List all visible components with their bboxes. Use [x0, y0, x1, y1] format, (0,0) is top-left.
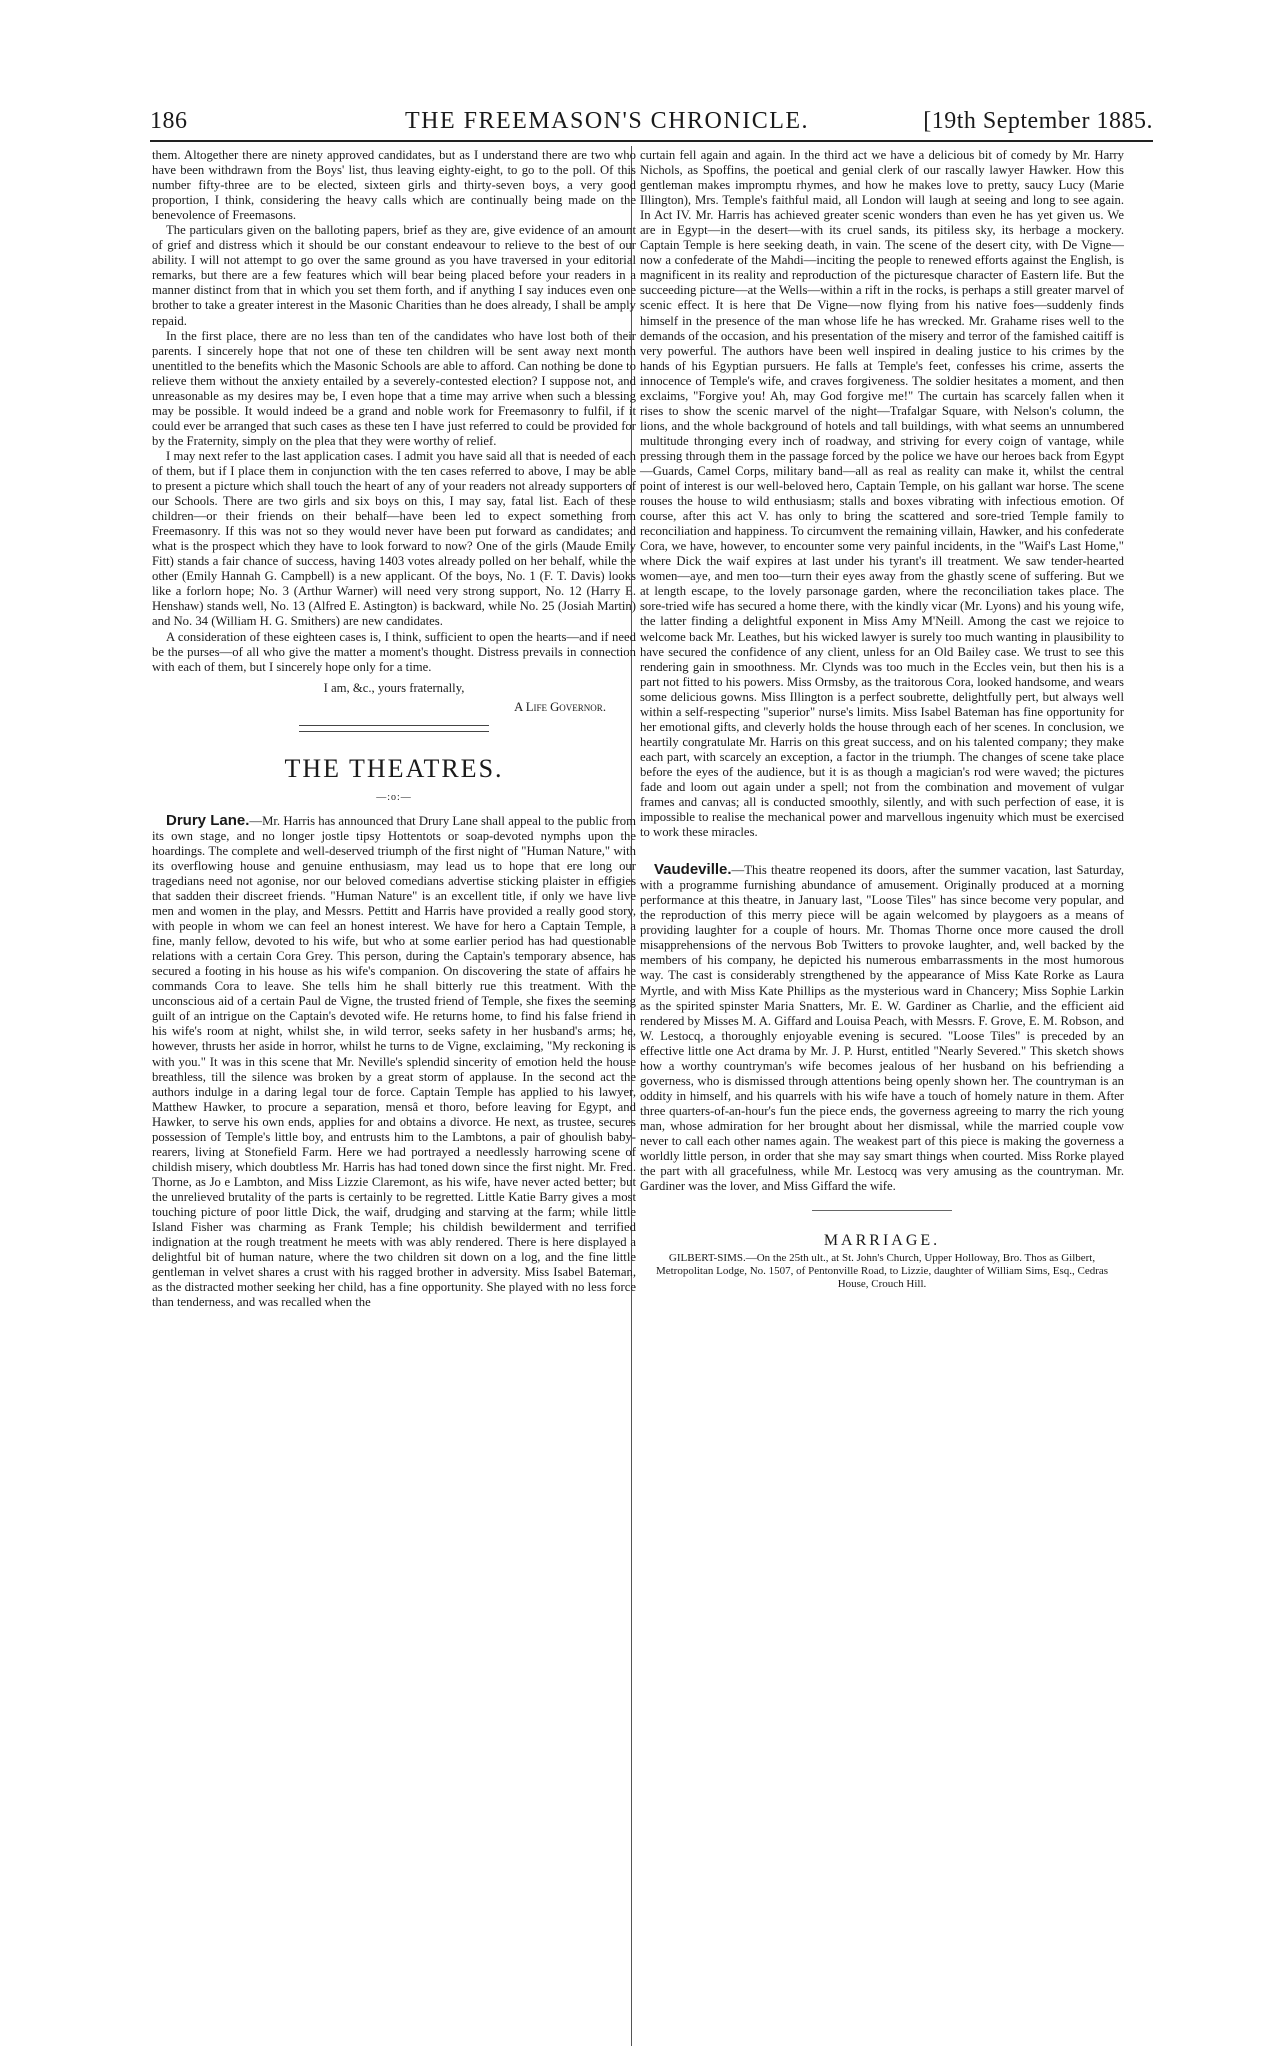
- vaudeville-text: —This theatre reopened its doors, after the summer vacation, last Saturday, with a programme furnishing abundance of amusement. Originally produced at a morning performance at this theatre, in January last, "Loose Tiles" has since become very popular, and the reproduction of this merry piece will be again welcomed by playgoers as a means of providing laughter for a couple of hours. Mr. Thomas Thorne once more caused the droll misapprehensions of the nervous Bob Twitters to provoke laughter, and, well backed by the members of his company, he depicted his numerous embarrassments in the most humorous way. The cast is considerably strengthened by the appearance of Miss Kate Rorke as Laura Myrtle, and with Miss Kate Phillips as the mysterious ward in Chancery; Miss Sophie Larkin as the spirited spinster Maria Snatters, Mr. E. W. Gardiner as Charlie, and the efficient aid rendered by Misses M. A. Giffard and Louisa Peach, with Messrs. F. Grove, E. M. Robson, and W. Lestocq, a thoroughly enjoyable evening is secured. "Loose Tiles" is preceded by an effective little one Act drama by Mr. J. P. Hurst, entitled "Nearly Severed." This sketch shows how a worthy countryman's wife becomes jealous of her husband on his befriending a governess, who is dismissed through attentions being openly shown her. The countryman is an oddity in himself, and his quarrels with his wife have a touch of homely nature in them. After three quarters-of-an-hour's fun the piece ends, the governess agreeing to marry the rich young man, whose admiration for her brought about her dismissal, while the married couple vow never to call each other names again. The weakest part of this piece is making the governess a worldly little person, in order that she may say smart things when courted. Miss Rorke played the part with all gracefulness, while Mr. Lestocq was very amusing as the countryman. Mr. Gardiner was the lover, and Miss Giffard the wife.: [640, 863, 1124, 1194]
- theatres-ornament: —:o:—: [376, 791, 412, 803]
- letter-paragraph-3: In the first place, there are no less than ten of the candidates who have lost both of their parents. I sincerely hope that not one of these ten children will be sent away next month unentitled to the benefits which the Masonic Schools are able to afford. Can nothing be done to relieve them without the anxiety entailed by a severely-contested election? I suppose not, and unreasonable as my desires may be, I even hope that a time may arrive when such a blessing may be possible. It would indeed be a grand and noble work for Freemasonry to fulfil, if it could ever be arranged that such cases as these ten I have just referred to could be provided for by the Fraternity, simply on the plea that they were worthy of relief.: [152, 328, 636, 448]
- marriage-heading: MARRIAGE.: [823, 1232, 941, 1250]
- vaudeville-lead: Vaudeville.: [654, 861, 732, 879]
- drury-lane-lead: Drury Lane.: [166, 811, 250, 829]
- drury-lane-continued: curtain fell again and again. In the third act we have a delicious bit of comedy by Mr. Harry Nichols, as Spoffins, the poetical and genial clerk of our rascally lawyer Hawker. How this gentleman makes impromptu rhymes, and how he makes love to pretty, saucy Lucy (Marie Illington), Mrs. Temple's faithful maid, all London will laugh at seeing and long to see again. In Act IV. Mr. Harris has achieved greater scenic wonders than even he has yet given us. We are in Egypt—in the desert—with its cruel sands, its pitiless sky, its herbage a mockery. Captain Temple is here seeking death, in vain. The scene of the desert city, with De Vigne—now a confederate of the Mahdi—inciting the people to renewed efforts against the English, is magnificent in its reality and reproduction of the picturesque character of Eastern life. But the succeeding picture—at the Wells—within a rift in the rocks, is perhaps a still greater marvel of scenic effect. It is here that De Vigne—now flying from his native foes—suddenly finds himself in the presence of the man whose life he has wrecked. Mr. Grahame rises well to the demands of the occasion, and his presentation of the misery and terror of the famished caitiff is very powerful. The authors have been well inspired in dealing justice to his crimes by the hands of his Egyptian pursuers. He falls at Temple's feet, confesses his crime, asserts the innocence of Temple's wife, and craves forgiveness. The soldier hesitates a moment, and then exclaims, "Forgive you! Ah, may God forgive me!" The curtain has scarcely fallen when it rises to show the scenic marvel of the night—Trafalgar Square, with Nelson's column, the lions, and the whole background of hotels and tall buildings, with what seems an unnumbered multitude thronging every inch of roadway, and striving for every coign of vantage, while pressing through them in the passage forced by the police we have our heroes back from Egypt—Guards, Camel Corps, military band—all as real as reality can make it, whilst the central point of interest is our well-beloved hero, Captain Temple, on his gallant war horse. The scene rouses the house to wild enthusiasm; stalls and boxes vibrating with infectious emotion. Of course, after this act V. has only to bring the scattered and sore-tried Temple family to reconciliation and happiness. To circumvent the remaining villain, Hawker, and his confederate Cora, we have, however, to encounter some very painful incidents, in the "Waif's Last Home," where Dick the waif expires at last under his tyrant's ill treatment. We saw tender-hearted women—aye, and men too—turn their eyes away from the ghastly scene of suffering. But we at length escape, to the lovely parsonage garden, where the reconciliation takes place. The sore-tried wife has secured a home there, with the kindly vicar (Mr. Lyons) and his young wife, the latter finding a delightful exponent in Miss Amy M'Neill. Among the cast we rejoice to welcome back Mr. Leathes, but his wicked lawyer is surely too much wanting in plausibility to have secured the confidence of any client, unless for an Old Bailey case. We trust to see this rendering gain in smoothness. Mr. Clynds was too much in the Eccles vein, but then his is a part not fitted to his powers. Miss Ormsby, as the traitorous Cora, looked handsome, and wears some delicious gowns. Miss Illington is a perfect soubrette, delightfully pert, but always well within a self-respecting "superior" nurse's limits. Miss Isabel Bateman has fine opportunity for her emotional gifts, and cleverly holds the house through each of her scenes. In conclusion, we heartily congratulate Mr. Harris on this great success, and on his talented company; they make each part, with scarcely an exception, a factor in the triumph. The changes of scene take place before the eyes of the audience, but it is as though a magician's rod were waved; the pictures fade and loom out again under a spell; not from the combination and movement of vulgar frames and canvas; all is conducted smoothly, silently, and with such perfection of ease, it is impossible to realise the mechanical power and marvellous ingenuity which must be exercised to work these miracles.: [640, 148, 1124, 840]
- letter-closing: I am, &c., yours fraternally,: [323, 680, 465, 695]
- journal-title: THE FREEMASON'S CHRONICLE.: [405, 108, 810, 134]
- right-column: [640, 148, 1124, 1291]
- header-rule: [150, 140, 1153, 142]
- left-column: [152, 148, 636, 1310]
- letter-paragraph-1: them. Altogether there are ninety approved candidates, but as I understand there are two who have been withdrawn from the Boys' list, thus leaving eighty-eight, to go to the poll. Of this number fifty-three are to be elected, sixteen girls and thirty-seven boys, a very good proportion, I think, considering the heavy calls which are continually being made on the benevolence of Freemasons.: [152, 148, 636, 223]
- drury-lane-article-start: [152, 813, 636, 1311]
- letter-signer: A Life Governor.: [514, 699, 606, 714]
- drury-lane-text: —Mr. Harris has announced that Drury Lane shall appeal to the public from its own stage, and no longer jostle tipsy Hottentots or soap-devoted nymphs upon the hoardings. The complete and well-deserved triumph of the first night of "Human Nature," with its overflowing house and genuine enthusiasm, may lead us to hope that ere long our tragedians need not agonise, nor our beloved comedians advertise sticking plaister in effigies that sadden their discreet friends. "Human Nature" is an excellent title, if only we have live men and women in the play, and Messrs. Pettitt and Harris have provided a really good story, with people in whom we can feel an honest interest. We have for hero a Captain Temple, a fine, manly fellow, devoted to his wife, but who at some earlier period has had questionable relations with a certain Cora Grey. This person, during the Captain's temporary absence, has secured a footing in his house as his wife's companion. On discovering the state of affairs he commands Cora to leave. She tells him he shall bitterly rue this treatment. With the unconscious aid of a certain Paul de Vigne, the trusted friend of Temple, she fixes the seeming guilt of an intrigue on the Captain's devoted wife. He returns home, to find his false friend in his wife's room at night, whilst she, in wild terror, seeks safety in her husband's arms; he, however, thrusts her aside in horror, whilst he turns to de Vigne, exclaiming, "My reckoning is with you." It was in this scene that Mr. Neville's splendid sincerity of emotion held the house breathless, till the silence was broken by a great storm of applause. In the second act the authors indulge in a daring legal tour de force. Captain Temple has applied to his lawyer, Matthew Hawker, to procure a separation, mensâ et thoro, before leaving for Egypt, and Hawker, to serve his own ends, applies for and obtains a divorce. He next, as trustee, secures possession of Temple's little boy, and entrusts him to the Lambtons, a pair of ghoulish baby-rearers, living at Stonefield Farm. Here we had portrayed a needlessly harrowing scene of childish misery, which doubtless Mr. Harris has had toned down since the first night. Mr. Fred. Thorne, as Jo e Lambton, and Miss Lizzie Claremont, as his wife, have never acted better; but the unrelieved brutality of the parts is certainly to be regretted. Little Katie Barry gives a most touching picture of poor little Dick, the waif, drudging and starving at the farm; while little Island Fisher was charming as Frank Temple; his childish bewilderment and terrified indignation at the rough treatment he meets with was ably rendered. There is here displayed a delightful bit of human nature, where the two children sit down on a log, and the fine little gentleman in velvet shares a crust with his ragged brother in adversity. Miss Isabel Bateman, as the distracted mother seeking her child, has a fine opportunity. She played with no less force than tenderness, and was recalled when the: [152, 813, 636, 1310]
- theatres-heading: THE THEATRES.: [284, 753, 504, 783]
- article-gap: [640, 840, 1124, 862]
- issue-date: [19th September 1885.: [923, 108, 1153, 134]
- letter-paragraph-4: I may next refer to the last application cases. I admit you have said all that is needed of each of them, but if I place them in conjunction with the ten cases referred to above, I may be able to present a picture which shall touch the heart of any of your readers not already supporters of our Schools. There are two girls and six boys on this, I may say, fatal list. Each of these children—or their friends on their behalf—have been led to expect something from Freemasonry. If this was not so they would never have been put forward as candidates; and what is the prospect which they have to look forward to now? One of the girls (Maude Emily Fitt) stands a fair chance of success, having 1403 votes already polled on her behalf, while the other (Emily Hannah G. Campbell) is a new applicant. Of the boys, No. 1 (F. T. Davis) looks like a forlorn hope; No. 3 (Arthur Warner) will need very strong support, No. 12 (Harry E. Henshaw) stands well, No. 13 (Alfred E. Astington) is backward, while No. 25 (Josiah Martin) and No. 34 (William H. G. Smithers) are new candidates.: [152, 448, 636, 629]
- marriage-separator: [812, 1210, 952, 1211]
- page-header: [150, 106, 1153, 140]
- page-number: 186: [150, 108, 188, 134]
- section-separator: [299, 725, 489, 732]
- letter-paragraph-5: A consideration of these eighteen cases is, I think, sufficient to open the hearts—and if need be the purses—of all who give the matter a moment's thought. Distress prevails in connection with each of them, but I sincerely hope only for a time.: [152, 629, 636, 674]
- vaudeville-article: [640, 862, 1124, 1194]
- letter-paragraph-2: The particulars given on the balloting papers, brief as they are, give evidence of an amount of grief and distress which it should be our constant endeavour to relieve to the best of our ability. I will not attempt to go over the same ground as you have traversed in your editorial remarks, but there are a few features which will bear being placed before your readers in a manner distinct from that in which you set them forth, and if anything I say induces even one brother to take a greater interest in the Masonic Charities than he does already, I shall be amply repaid.: [152, 223, 636, 328]
- marriage-notice: GILBERT-SIMS.—On the 25th ult., at St. John's Church, Upper Holloway, Bro. Thos as Gilbert, Metropolitan Lodge, No. 1507, of Pentonville Road, to Lizzie, daughter of William Sims, Esq., Cedras House, Crouch Hill.: [655, 1252, 1109, 1291]
